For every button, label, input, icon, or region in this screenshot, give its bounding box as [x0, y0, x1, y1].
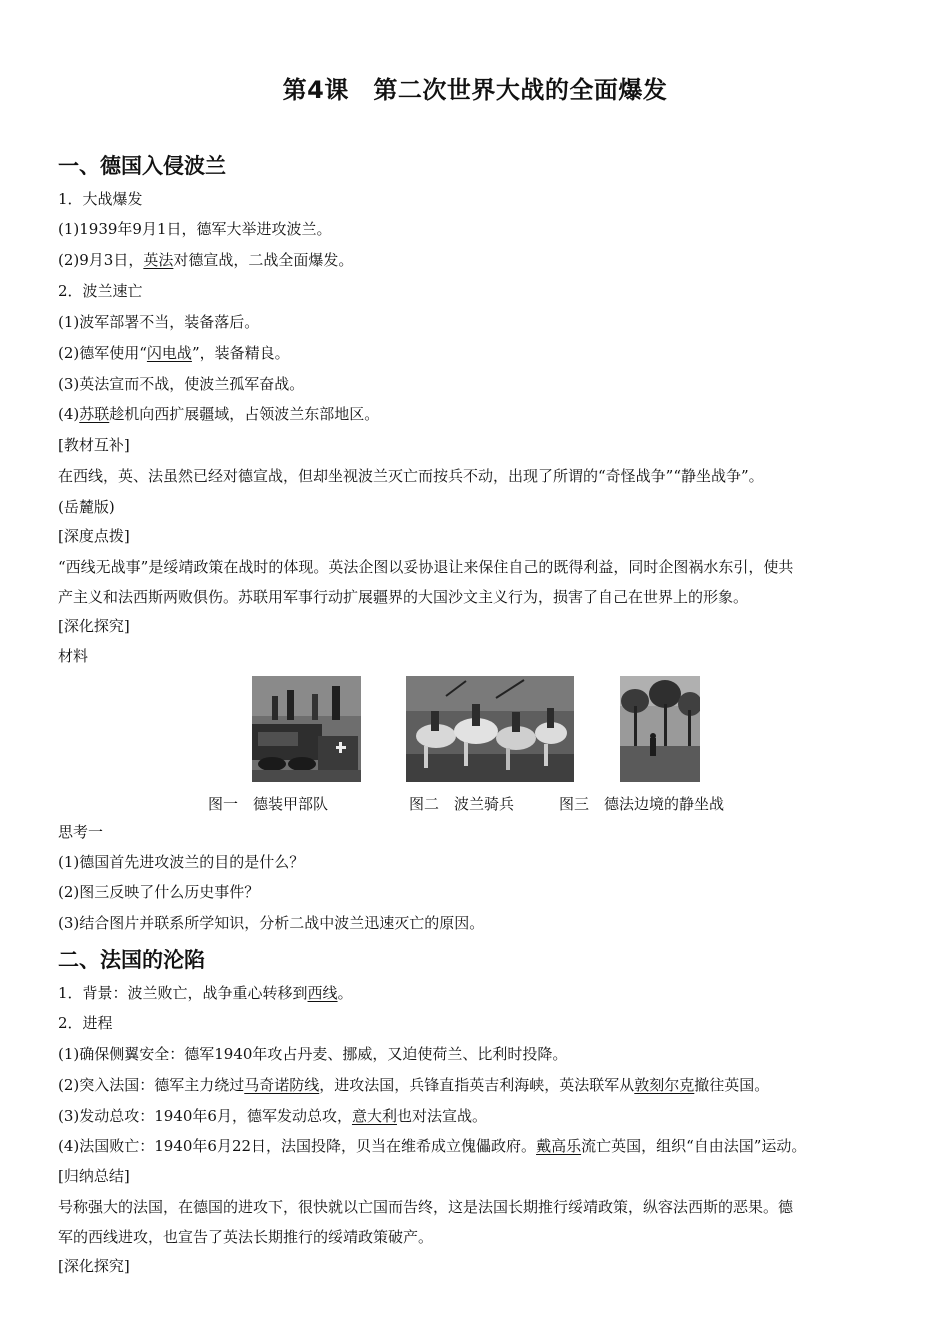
keyword-underlined: 苏联: [79, 405, 110, 423]
text: 1．背景：波兰败亡，战争重心转移到: [58, 984, 308, 1002]
figure-sitzkrieg-photo: [620, 676, 700, 782]
keyword-underlined: 英法: [143, 251, 174, 269]
paragraph: [58, 404, 898, 424]
text: (3)发动总攻：1940年6月，德军发动总攻，: [58, 1107, 352, 1125]
tag-deeper-inquiry: [深化探究]: [58, 1257, 130, 1275]
tag-textbook-supplement: [教材互补]: [58, 436, 130, 454]
keyword-underlined: 戴高乐: [536, 1137, 582, 1155]
keyword-underlined: 意大利: [351, 1107, 397, 1125]
tag-deeper-inquiry: [深化探究]: [58, 617, 130, 635]
text: (2)9月3日，: [58, 251, 144, 269]
keyword-underlined: 闪电战: [146, 344, 192, 362]
text: (2)突入法国：德军主力绕过: [58, 1076, 245, 1094]
text: (2)德军使用“: [58, 344, 147, 362]
text: ”，装备精良。: [191, 344, 290, 362]
paragraph: (1)确保侧翼安全：德军1940年攻占丹麦、挪威，又迫使荷兰、比利时投降。: [58, 1045, 568, 1063]
caption-figure-3: 图三 德法边境的静坐战: [559, 795, 725, 813]
figure-polish-cavalry-photo: [406, 676, 574, 782]
paragraph: “西线无战事”是绥靖政策在战时的体现。英法企图以妥协退让来保住自己的既得利益，同时企图祸水东引，使共: [58, 558, 794, 576]
paragraph: 军的西线进攻，也宣告了英法长期推行的绥靖政策破产。: [58, 1228, 434, 1246]
paragraph: [58, 1136, 898, 1156]
text: 。: [337, 984, 353, 1002]
tag-in-depth-tips: [深度点拨]: [58, 527, 130, 545]
tag-summary: [归纳总结]: [58, 1167, 130, 1185]
lesson-title: 第4课 第二次世界大战的全面爆发: [282, 76, 668, 104]
question: (1)德国首先进攻波兰的目的是什么？: [58, 853, 305, 871]
paragraph: (岳麓版): [58, 498, 115, 516]
item-war-outbreak: 1．大战爆发: [58, 190, 143, 208]
paragraph: [58, 250, 898, 270]
question: (3)结合图片并联系所学知识，分析二战中波兰迅速灭亡的原因。: [58, 914, 485, 932]
text: ，进攻法国，兵锋直指英吉利海峡，英法联军从: [319, 1076, 635, 1094]
paragraph: 在西线，英、法虽然已经对德宣战，但却坐视波兰灭亡而按兵不动，出现了所谓的“奇怪战争”“静坐战争”。: [58, 467, 764, 485]
paragraph: (1)波军部署不当，装备落后。: [58, 313, 260, 331]
caption-figure-2: 图二 波兰骑兵: [409, 795, 515, 813]
keyword-underlined: 西线: [307, 984, 338, 1002]
text: (4)法国败亡：1940年6月22日，法国投降，贝当在维希成立傀儡政府。: [58, 1137, 537, 1155]
material-label: 材料: [58, 647, 89, 665]
paragraph: [58, 983, 898, 1003]
paragraph: 产主义和法西斯两败俱伤。苏联用军事行动扩展疆界的大国沙文主义行为，损害了自己在世界上的形象。: [58, 588, 749, 606]
text: 趁机向西扩展疆域，占领波兰东部地区。: [109, 405, 380, 423]
text: 撤往英国。: [694, 1076, 770, 1094]
paragraph: [58, 1075, 898, 1095]
text: 也对法宣战。: [396, 1107, 487, 1125]
paragraph: [58, 343, 898, 363]
figure-german-armor-photo: [252, 676, 361, 782]
paragraph: (1)1939年9月1日，德军大举进攻波兰。: [58, 220, 332, 238]
item-process: 2．进程: [58, 1014, 113, 1032]
think-label: 思考一: [58, 823, 104, 841]
paragraph: [58, 1106, 898, 1126]
question: (2)图三反映了什么历史事件？: [58, 883, 260, 901]
text: 对德宣战，二战全面爆发。: [173, 251, 354, 269]
text: 流亡英国，组织“自由法国”运动。: [581, 1137, 807, 1155]
text: (4): [58, 405, 80, 423]
caption-figure-1: 图一 德装甲部队: [208, 795, 329, 813]
paragraph: 号称强大的法国，在德国的进攻下，很快就以亡国而告终，这是法国长期推行绥靖政策，纵容法西斯的恶果。德: [58, 1198, 794, 1216]
section-heading-fall-of-france: 二、法国的沦陷: [58, 948, 205, 972]
section-heading-invasion-of-poland: 一、德国入侵波兰: [58, 154, 226, 178]
paragraph: (3)英法宣而不战，使波兰孤军奋战。: [58, 375, 305, 393]
keyword-underlined: 敦刻尔克: [634, 1076, 695, 1094]
keyword-underlined: 马奇诺防线: [244, 1076, 320, 1094]
item-poland-fall: 2．波兰速亡: [58, 282, 143, 300]
